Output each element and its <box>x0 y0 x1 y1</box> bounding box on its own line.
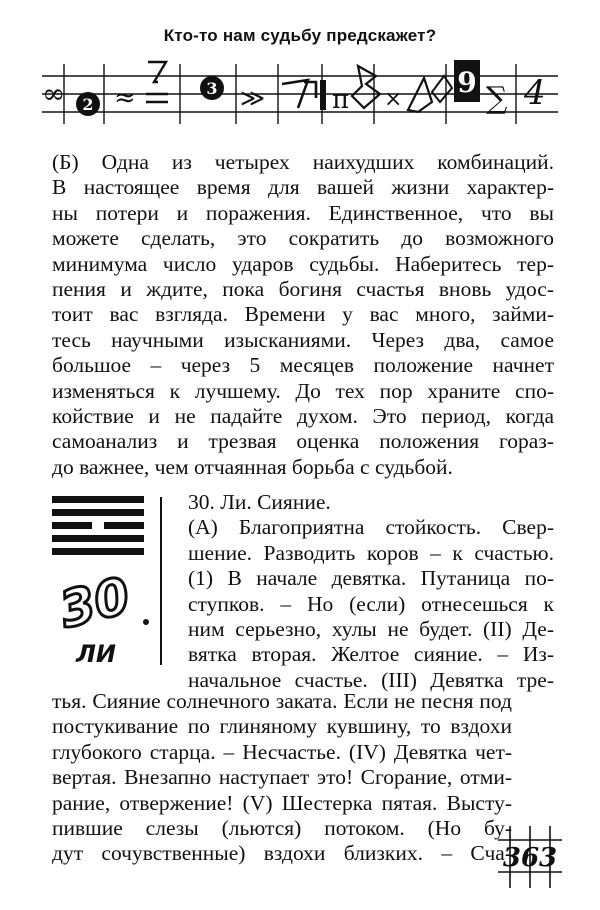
diamond-outline-icon <box>408 78 432 112</box>
section-30-narrow <box>188 490 554 693</box>
hexagram-line-yang <box>52 535 144 542</box>
hexagram-line-yang <box>52 548 144 555</box>
text-line: тесь научными изысканиями. Через два, самое <box>52 327 554 352</box>
hexagram-figure <box>48 490 160 670</box>
text-line: тоит вас взгляда. Времени у вас много, займи- <box>52 302 554 327</box>
vertical-divider <box>160 497 162 665</box>
page-number-block <box>496 824 564 890</box>
section-30-wide <box>52 689 512 867</box>
text-line: шение. Разводить коров – к счастью. <box>188 540 554 565</box>
eight-outline-icon <box>352 66 380 108</box>
hexagram-line-yin <box>104 522 144 529</box>
text-line: изменяться к лучшему. До тех пор храните спо- <box>52 378 554 403</box>
text-line: большое – через 5 месяцев положение начнет <box>52 353 554 378</box>
text-line: можете сделать, это сократить до возможного <box>52 226 554 251</box>
diamond-small-icon <box>432 76 452 102</box>
text-line: глубокого старца. – Несчастье. (IV) Девятка чет- <box>52 739 512 764</box>
text-line: ны потери и поражения. Единственное, что вы <box>52 200 554 225</box>
infinity-icon: ∞ <box>42 77 66 110</box>
text-line: пившие слезы (льются) потоком. (Но бу- <box>52 816 512 841</box>
bar-glyph-icon <box>320 80 326 110</box>
hexagram-number: 30 <box>53 566 136 640</box>
badge-3-label: 3 <box>206 79 218 98</box>
text-line: койствие и не падайте духом. Это период, когда <box>52 404 554 429</box>
text-line: (Б) Одна из четырех наихудших комбинаций. <box>52 150 554 174</box>
text-line: В настоящее время для вашей жизни характер- <box>52 175 554 200</box>
text-line: пения и ждите, пока богиня счастья вновь удос- <box>52 277 554 302</box>
text-line: до важнее, чем отчаянная борьба с судьбой. <box>52 454 453 479</box>
text-line: начальное счастье. (III) Девятка тре- <box>188 667 554 692</box>
much-greater-icon: ≫ <box>240 84 266 112</box>
arrow-squiggle-icon <box>148 62 166 82</box>
running-header: Кто-то нам судьбу предскажет? <box>163 26 437 45</box>
section-title: 30. Ли. Сияние. <box>188 490 331 514</box>
text-line: ступков. – Но (если) отнесешься к <box>188 591 554 616</box>
text-line: дут сочувственные) вздохи близких. – Сча- <box>52 841 512 866</box>
intro-paragraph <box>52 150 554 480</box>
text-line: (А) Благоприятна стойкость. Свер- <box>188 515 554 540</box>
text-line: постукивание по глиняному кувшину, то вздохи <box>52 714 512 739</box>
text-line: вятка вторая. Желтое сияние. – Из- <box>188 642 554 667</box>
page-number: 363 <box>502 843 558 873</box>
badge-2-label: 2 <box>82 95 94 114</box>
text-line: вертая. Внезапно наступает это! Сгорание, отми- <box>52 765 512 790</box>
times-icon: × <box>384 87 403 112</box>
text-line: (1) В начале девятка. Путаница по- <box>188 566 554 591</box>
inverse-9-label: 9 <box>457 66 477 99</box>
symbol-strip <box>40 58 560 130</box>
digit-4-icon: 4 <box>524 73 546 113</box>
approx-icon: ≈ <box>114 83 136 113</box>
text-line: минимума число ударов судьбы. Наберитесь тер- <box>52 251 554 276</box>
hexagram-line-yin <box>52 522 92 529</box>
dot-icon <box>143 619 149 625</box>
text-line: самоанализ и трезвая оценка положения гораз- <box>52 429 554 454</box>
text-line: тья. Сияние солнечного заката. Если не песня под <box>52 689 512 713</box>
pi-icon: π <box>332 85 350 115</box>
text-line: ним серьезно, хулы не будет. (II) Де- <box>188 617 554 642</box>
hexagram-line-yang <box>52 509 144 516</box>
hexagram-name: ЛИ <box>75 640 117 668</box>
text-line: рание, отвержение! (V) Шестерка пятая. Высту- <box>52 790 512 815</box>
sigma-icon: ∑ <box>486 81 508 116</box>
hexagram-line-yang <box>52 496 144 503</box>
